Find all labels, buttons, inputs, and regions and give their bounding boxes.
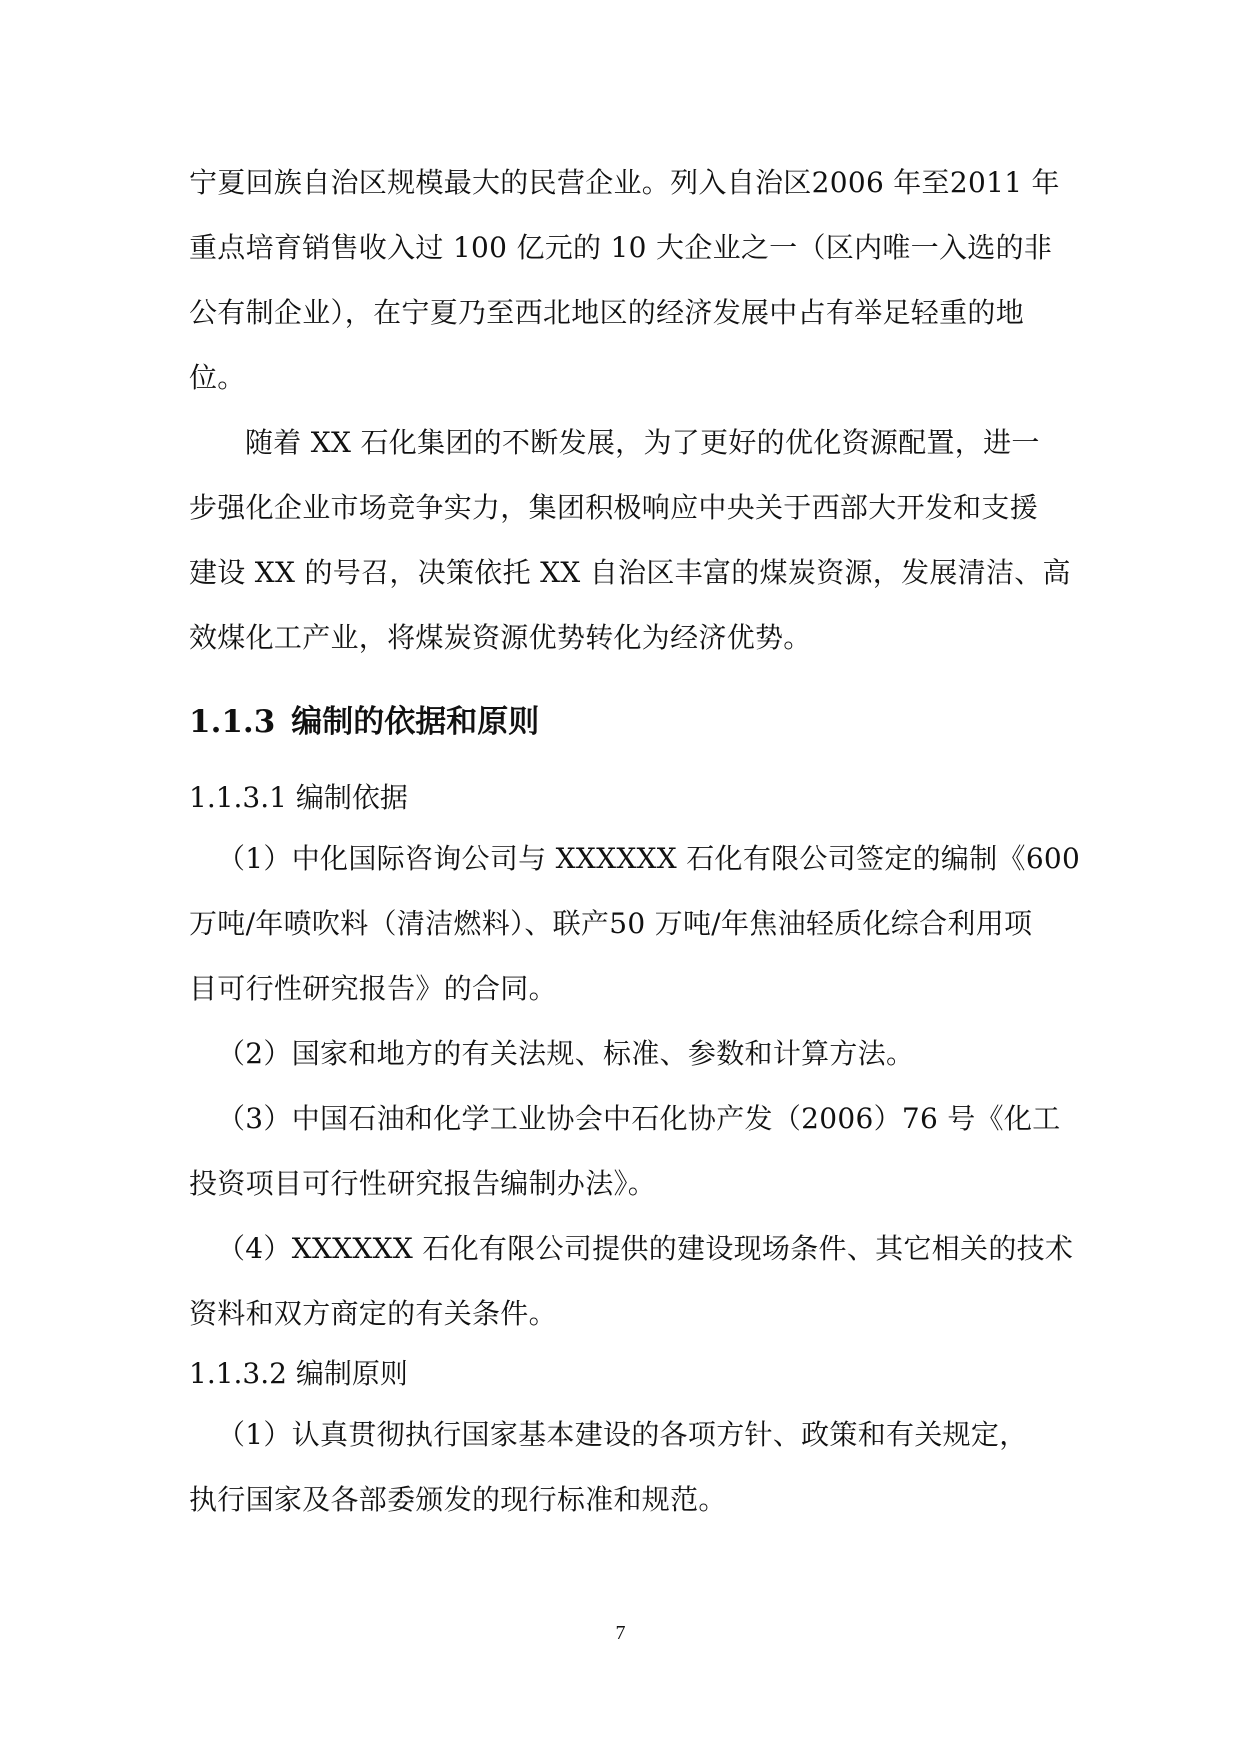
text-line: 位。 (189, 361, 246, 394)
principles-list (189, 1402, 1059, 1532)
list-item (189, 1216, 1074, 1346)
text-line: 执行国家及各部委颁发的现行标准和规范。 (189, 1483, 727, 1516)
text-line: 重点培育销售收入过 100 亿元的 10 大企业之一（区内唯一入选的非 (189, 231, 1053, 264)
basis-list (189, 826, 1081, 1346)
text-line: （1）中化国际咨询公司与 XXXXXX 石化有限公司签定的编制《600 (217, 842, 1081, 875)
text-line: （2）国家和地方的有关法规、标准、参数和计算方法。 (217, 1037, 915, 1070)
section-number: 1.1.3 (189, 704, 276, 740)
text-line: 随着 XX 石化集团的不断发展，为了更好的优化资源配置，进一 (245, 426, 1040, 459)
subsection-title-basis: 1.1.3.1 编制依据 (189, 781, 408, 814)
subsection-title-principles: 1.1.3.2 编制原则 (189, 1357, 408, 1390)
list-item (189, 1086, 1059, 1216)
text-line: 万吨/年喷吹料（清洁燃料）、联产50 万吨/年焦油轻质化综合利用项 (189, 907, 1033, 940)
text-line: （3）中国石油和化学工业协会中石化协产发（2006）76 号《化工 (217, 1102, 1061, 1135)
text-line: （1）认真贯彻执行国家基本建设的各项方针、政策和有关规定， (217, 1418, 1028, 1451)
text-line: （4）XXXXXX 石化有限公司提供的建设现场条件、其它相关的技术 (217, 1232, 1074, 1265)
text-line: 公有制企业），在宁夏乃至西北地区的经济发展中占有举足轻重的地 (189, 296, 1025, 329)
list-item (189, 826, 1081, 1021)
text-line: 步强化企业市场竞争实力，集团积极响应中央关于西部大开发和支援 (189, 491, 1039, 524)
text-line: 宁夏回族自治区规模最大的民营企业。列入自治区2006 年至2011 年 (189, 166, 1060, 199)
section-heading (189, 692, 1059, 752)
page-number: 7 (615, 1622, 626, 1644)
page-body (189, 150, 1081, 1532)
text-line: 投资项目可行性研究报告编制办法》。 (189, 1167, 657, 1200)
development-paragraph (189, 410, 1071, 670)
text-line: 目可行性研究报告》的合同。 (189, 972, 557, 1005)
text-line: 建设 XX 的号召，决策依托 XX 自治区丰富的煤炭资源，发展清洁、高 (189, 556, 1071, 589)
text-line: 效煤化工产业，将煤炭资源优势转化为经济优势。 (189, 621, 812, 654)
section-title: 编制的依据和原则 (291, 704, 540, 740)
list-item (189, 1402, 1059, 1532)
text-line: 资料和双方商定的有关条件。 (189, 1297, 557, 1330)
list-item (189, 1021, 1059, 1086)
intro-paragraph (189, 150, 1059, 410)
